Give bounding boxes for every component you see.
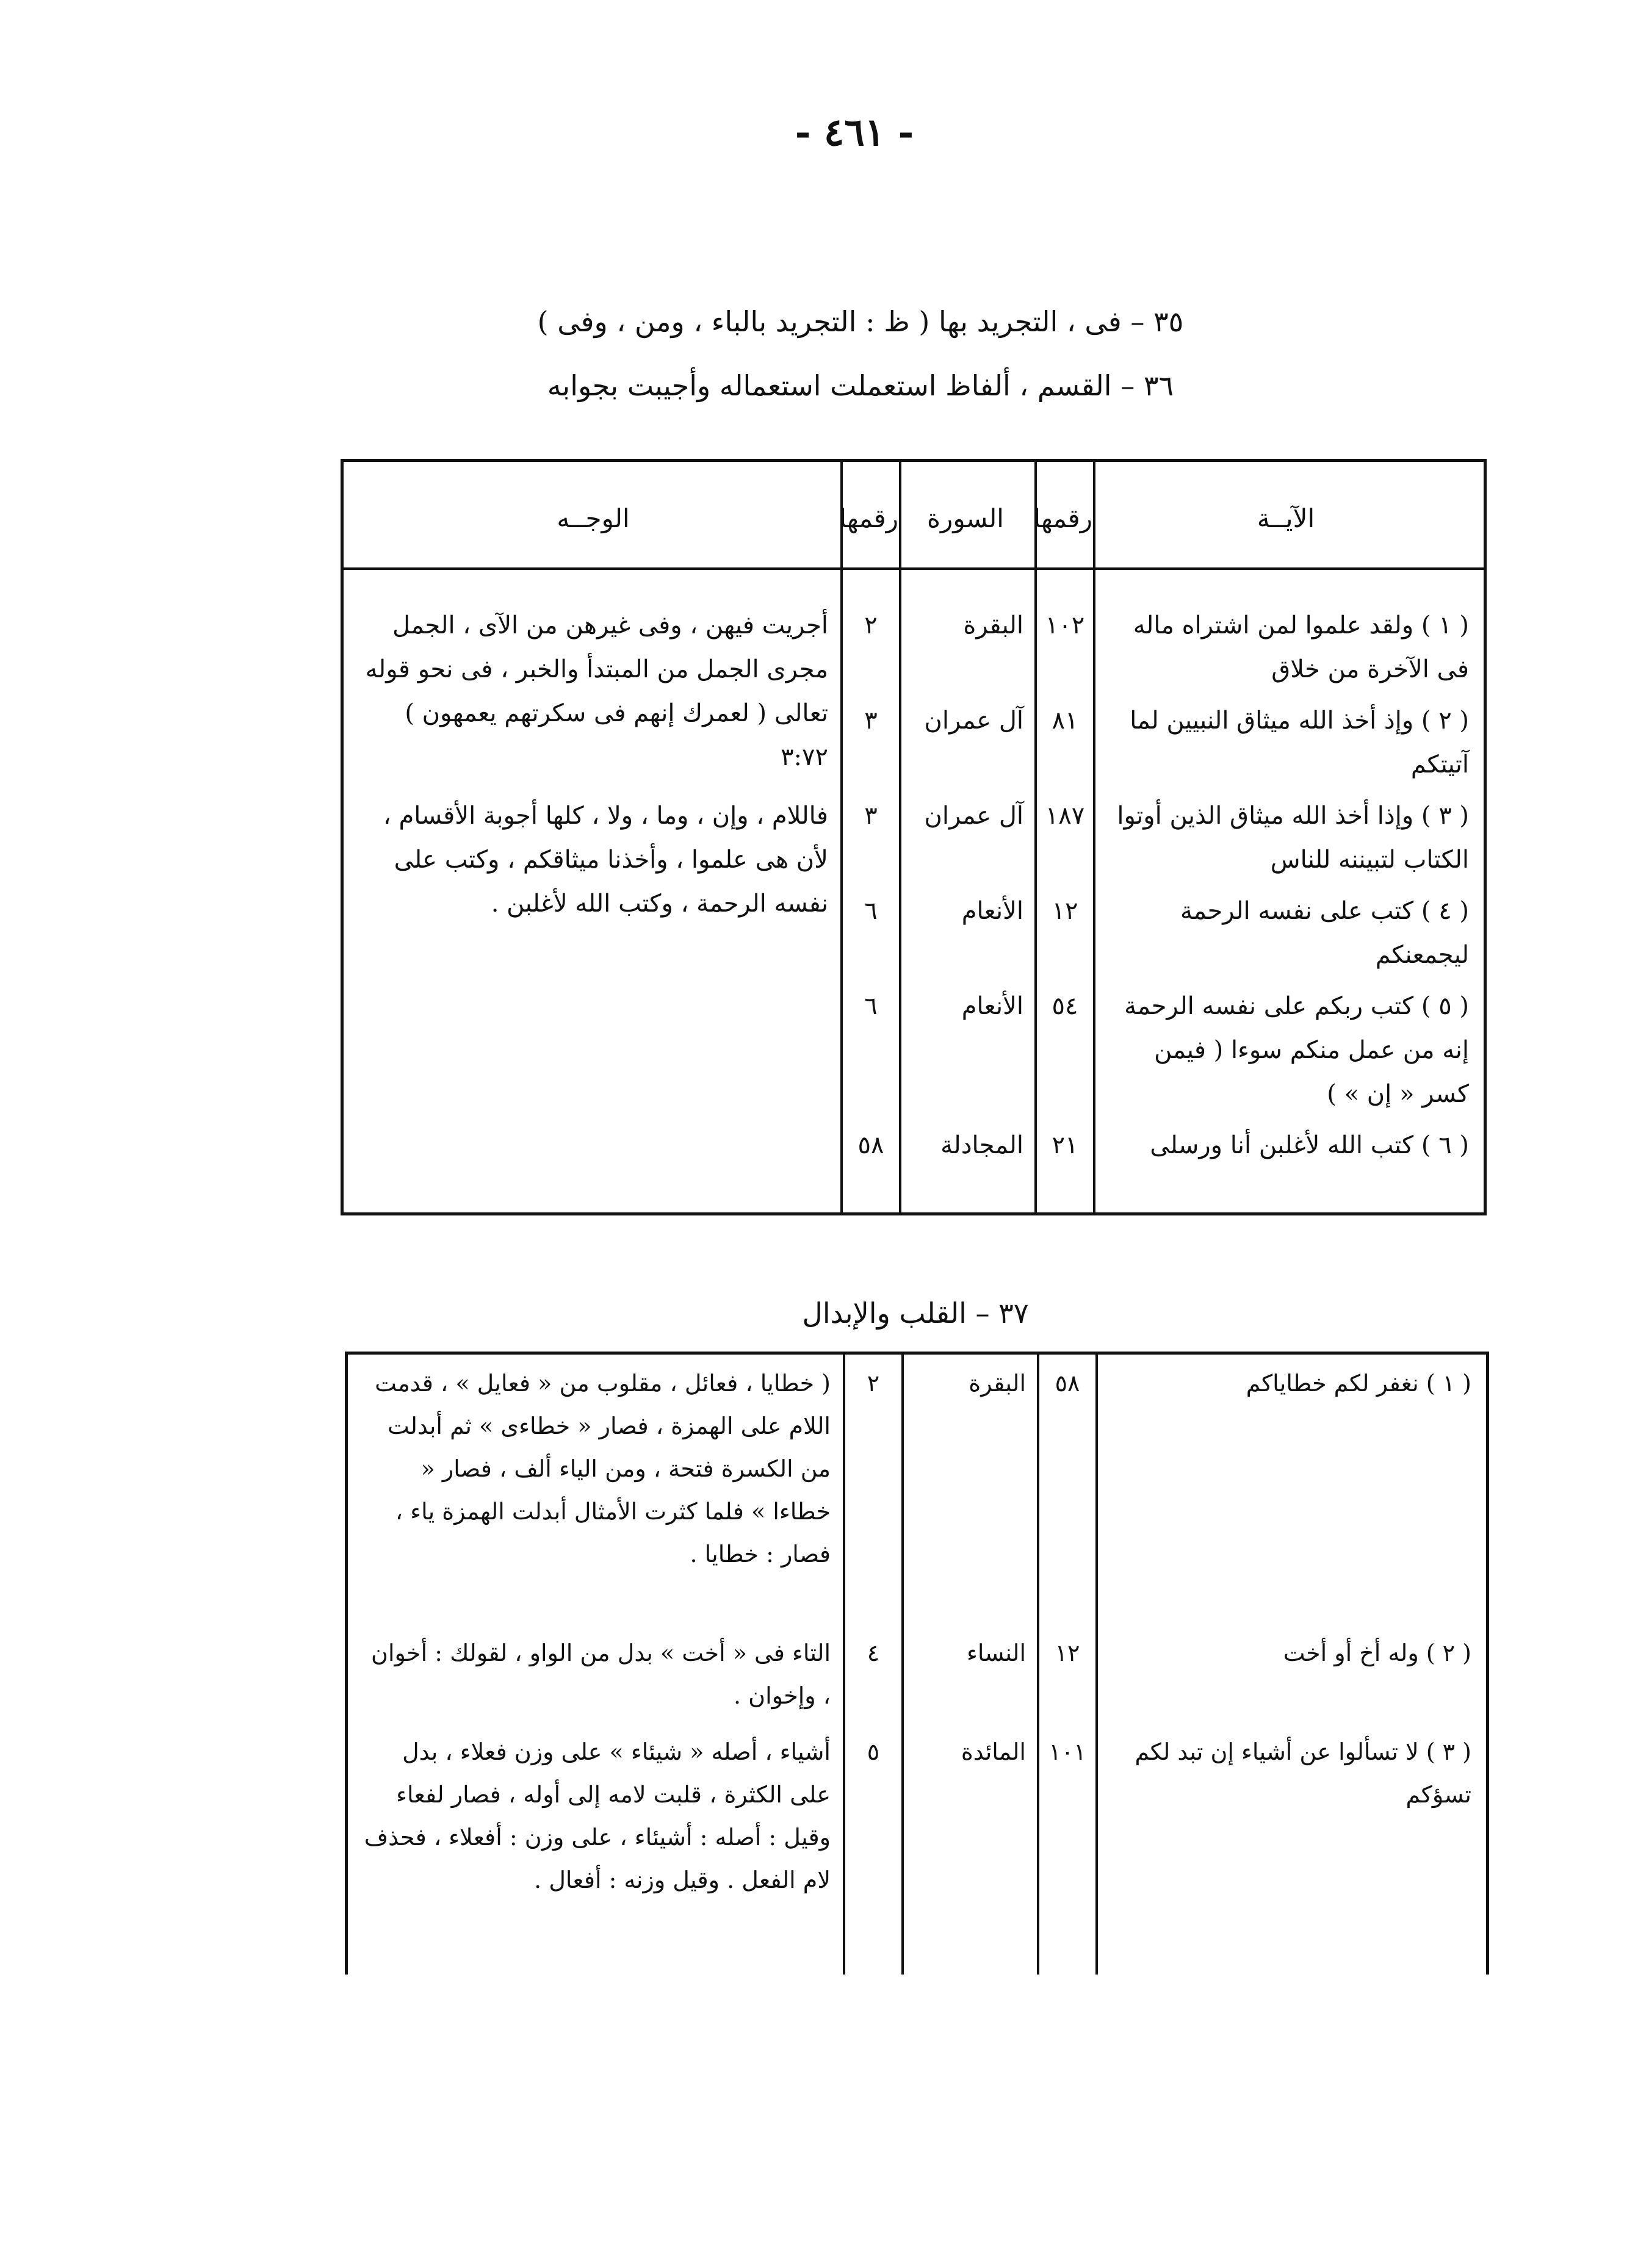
surah-number-cell: ٤ bbox=[844, 1624, 903, 1723]
surah-cell: المجادلة bbox=[900, 1116, 1036, 1168]
ayah-cell: ( ١ ) ولقد علموا لمن اشتراه ماله فى الآخرة من خلاق bbox=[1133, 611, 1469, 683]
surah-cell: النساء bbox=[903, 1624, 1038, 1723]
surah-number-cell: ٢ bbox=[844, 1353, 903, 1625]
ayah-number-cell: ٢١ bbox=[1036, 1116, 1094, 1168]
ayah-number-cell: ١٢ bbox=[1038, 1624, 1097, 1723]
ayah-cell: ( ١ ) نغفر لكم خطاياكم bbox=[1246, 1370, 1471, 1397]
header-wajh: الوجــه bbox=[342, 461, 842, 569]
surah-number-cell: ٣ bbox=[842, 787, 900, 882]
wajh-cell: فاللام ، وإن ، وما ، ولا ، كلها أجوبة الأقسام ، لأن هى علموا ، وأخذنا ميثاقكم ، وكتب على نفسه الرحمة ، وكتب الله لأغلبن . bbox=[342, 787, 842, 1168]
surah-cell: آل عمران bbox=[900, 691, 1036, 787]
surah-number-cell: ٦ bbox=[842, 882, 900, 977]
ayah-number-cell: ١٢ bbox=[1036, 882, 1094, 977]
ayah-number-cell: ٥٨ bbox=[1038, 1353, 1097, 1625]
wajh-cell: ( خطايا ، فعائل ، مقلوب من « فعايل » ، قدمت اللام على الهمزة ، فصار « خطاءى » ثم أبدلت من الكسرة فتحة ، ومن الياء ألف ، فصار « خطاءا » فلما كثرت الأمثال أبدلت الهمزة ياء ، فصار : خطايا . bbox=[347, 1353, 845, 1625]
surah-number-cell: ٦ bbox=[842, 977, 900, 1116]
surah-number-cell: ٢ bbox=[842, 596, 900, 691]
qalb-ibdal-table bbox=[345, 1352, 1489, 1975]
ayah-cell: ( ٣ ) لا تسألوا عن أشياء إن تبد لكم تسؤكم bbox=[1135, 1738, 1471, 1808]
surah-number-cell: ٣ bbox=[842, 691, 900, 787]
ayah-cell: ( ٢ ) وإذ أخذ الله ميثاق النبيين لما آتيتكم bbox=[1130, 707, 1469, 779]
surah-cell: آل عمران bbox=[900, 787, 1036, 882]
ayah-cell: ( ٢ ) وله أخ أو أخت bbox=[1283, 1640, 1471, 1666]
section-heading-35: ٣٥ – فى ، التجريد بها ( ظ : التجريد بالباء ، ومن ، وفى ) bbox=[537, 305, 1184, 338]
surah-cell: البقرة bbox=[903, 1353, 1038, 1625]
table-row bbox=[347, 1624, 1488, 1723]
ayah-cell: ( ٦ ) كتب الله لأغلبن أنا ورسلى bbox=[1150, 1131, 1469, 1159]
ayah-cell: ( ٤ ) كتب على نفسه الرحمة ليجمعنكم bbox=[1180, 897, 1469, 969]
surah-number-cell: ٥٨ bbox=[842, 1116, 900, 1168]
table-row bbox=[342, 787, 1485, 882]
table-row bbox=[347, 1723, 1488, 1975]
ayah-number-cell: ٥٤ bbox=[1036, 977, 1094, 1116]
ayah-number-cell: ١٨٧ bbox=[1036, 787, 1094, 882]
surah-cell: المائدة bbox=[903, 1723, 1038, 1975]
header-surah: السورة bbox=[900, 461, 1036, 569]
header-ayah: الآيــة bbox=[1094, 461, 1485, 569]
surah-cell: الأنعام bbox=[900, 882, 1036, 977]
wajh-cell: أجريت فيهن ، وفى غيرهن من الآى ، الجمل مجرى الجمل من المبتدأ والخبر ، فى نحو قوله تعالى ( لعمرك إنهم فى سكرتهم يعمهون ) ٣:٧٢ bbox=[342, 596, 842, 787]
ayah-cell: ( ٥ ) كتب ربكم على نفسه الرحمة إنه من عمل منكم سوءا ( فيمن كسر « إن » ) bbox=[1124, 992, 1469, 1108]
page-number: - ٤٦١ - bbox=[795, 110, 914, 154]
ayah-number-cell: ١٠١ bbox=[1038, 1723, 1097, 1975]
surah-number-cell: ٥ bbox=[844, 1723, 903, 1975]
section-heading-37: ٣٧ – القلب والإبدال bbox=[802, 1297, 1029, 1330]
table-header-row bbox=[342, 461, 1485, 569]
wajh-cell: التاء فى « أخت » بدل من الواو ، لقولك : أخوان ، وإخوان . bbox=[347, 1624, 845, 1723]
surah-cell: البقرة bbox=[900, 596, 1036, 691]
table-row bbox=[342, 596, 1485, 691]
qasam-table bbox=[341, 459, 1487, 1215]
section-heading-36: ٣٦ – القسم ، ألفاظ استعملت استعماله وأجيبت بجوابه bbox=[547, 369, 1174, 402]
header-ayah-number: رقمها bbox=[1036, 461, 1094, 569]
table-row bbox=[347, 1353, 1488, 1625]
wajh-cell: أشياء ، أصله « شيئاء » على وزن فعلاء ، بدل على الكثرة ، قلبت لامه إلى أوله ، فصار لفعاء وقيل : أصله : أشيئاء ، على وزن : أفعلاء ، فحذف لام الفعل . وقيل وزنه : أفعال . bbox=[347, 1723, 845, 1975]
ayah-number-cell: ٨١ bbox=[1036, 691, 1094, 787]
header-surah-number: رقمها bbox=[842, 461, 900, 569]
surah-cell: الأنعام bbox=[900, 977, 1036, 1116]
ayah-cell: ( ٣ ) وإذا أخذ الله ميثاق الذين أوتوا الكتاب لتبيننه للناس bbox=[1117, 802, 1469, 874]
ayah-number-cell: ١٠٢ bbox=[1036, 596, 1094, 691]
